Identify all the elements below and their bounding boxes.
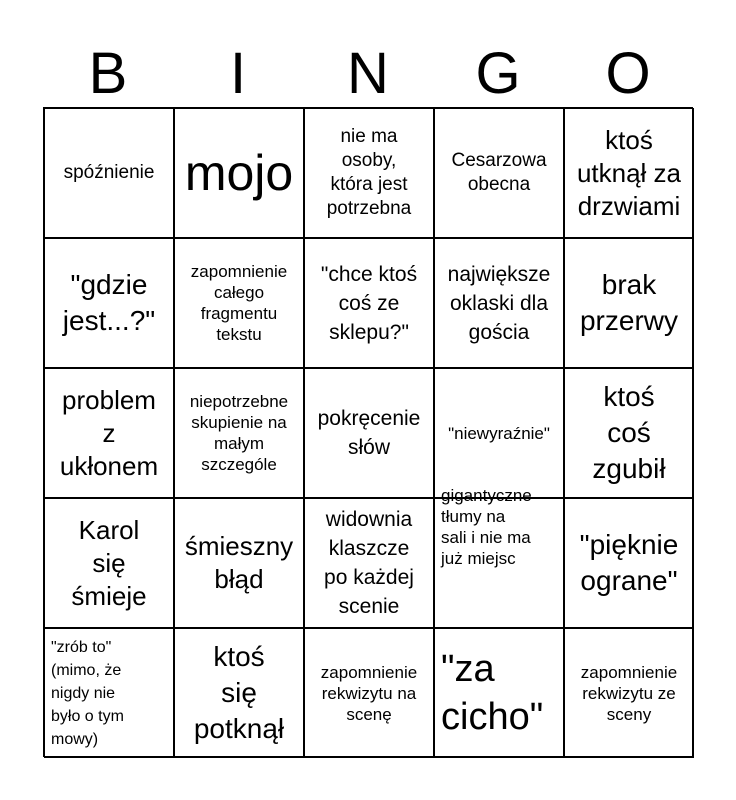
bingo-cell[interactable] [44, 628, 174, 758]
cell-text: zapomnienie całego fragmentu tekstu [190, 262, 288, 344]
bingo-cell[interactable] [304, 238, 434, 368]
bingo-cell[interactable] [304, 498, 434, 628]
cell-text: problem z ukłonem [59, 384, 159, 481]
header-letter-o: O [605, 41, 651, 106]
bingo-cell[interactable] [564, 498, 694, 628]
bingo-cell[interactable] [304, 368, 434, 498]
bingo-cell[interactable] [434, 238, 564, 368]
header-letter-i: I [229, 41, 247, 106]
bingo-cell[interactable] [564, 628, 694, 758]
bingo-grid [43, 107, 693, 757]
cell-text: śmieszny błąd [184, 531, 294, 594]
bingo-cell[interactable] [304, 108, 434, 238]
bingo-cell[interactable] [174, 368, 304, 498]
bingo-cell[interactable] [44, 108, 174, 238]
cell-text: Karol się śmieje [71, 514, 147, 611]
cell-text: pokręcenie słów [317, 407, 421, 459]
cell-text: mojo [184, 145, 294, 201]
cell-text: nie ma osoby, która jest potrzebna [326, 126, 412, 219]
cell-text: ktoś się potknął [193, 641, 285, 744]
bingo-cell[interactable] [434, 108, 564, 238]
cell-text: ktoś coś zgubił [592, 381, 666, 484]
cell-text: ktoś utknął za drzwiami [576, 124, 682, 221]
cell-text: "niewyraźnie" [448, 423, 550, 443]
bingo-cell[interactable] [44, 238, 174, 368]
bingo-cell[interactable] [44, 368, 174, 498]
cell-text: brak przerwy [579, 269, 678, 336]
bingo-cell[interactable] [564, 238, 694, 368]
bingo-cell[interactable] [434, 628, 564, 758]
cell-text: Cesarzowa obecna [451, 150, 547, 195]
bingo-cell[interactable] [564, 368, 694, 498]
bingo-cell[interactable] [434, 368, 564, 498]
header-letter-n: N [347, 41, 389, 106]
bingo-cell[interactable] [174, 498, 304, 628]
bingo-header [43, 40, 693, 108]
header-letter-b: B [88, 41, 128, 106]
cell-text: zapomnienie rekwizytu ze sceny [580, 662, 678, 724]
cell-text: niepotrzebne skupienie na małym szczególe [189, 392, 289, 474]
bingo-cell[interactable] [434, 486, 564, 628]
bingo-cell[interactable] [174, 628, 304, 758]
bingo-cell[interactable] [304, 628, 434, 758]
cell-text: spóźnienie [63, 162, 155, 183]
bingo-cell[interactable] [174, 238, 304, 368]
header-letter-g: G [475, 41, 521, 106]
cell-text: "gdzie jest...?" [62, 269, 156, 336]
cell-text: "pięknie ograne" [579, 529, 679, 596]
cell-text: gigantyczne tłumy na sali i nie ma już miejsc [441, 486, 532, 568]
cell-text: widownia klaszcze po każdej scenie [324, 508, 414, 618]
cell-text: "za cicho" [441, 648, 544, 738]
cell-text: największe oklaski dla gościa [447, 262, 551, 344]
bingo-cell[interactable] [564, 108, 694, 238]
cell-text: "chce ktoś coś ze sklepu?" [320, 262, 418, 344]
bingo-cell[interactable] [44, 498, 174, 628]
cell-text: zapomnienie rekwizytu na scenę [320, 662, 418, 724]
bingo-cell[interactable] [174, 108, 304, 238]
cell-text: "zrób to" (mimo, że nigdy nie było o tym mowy) [51, 638, 124, 748]
